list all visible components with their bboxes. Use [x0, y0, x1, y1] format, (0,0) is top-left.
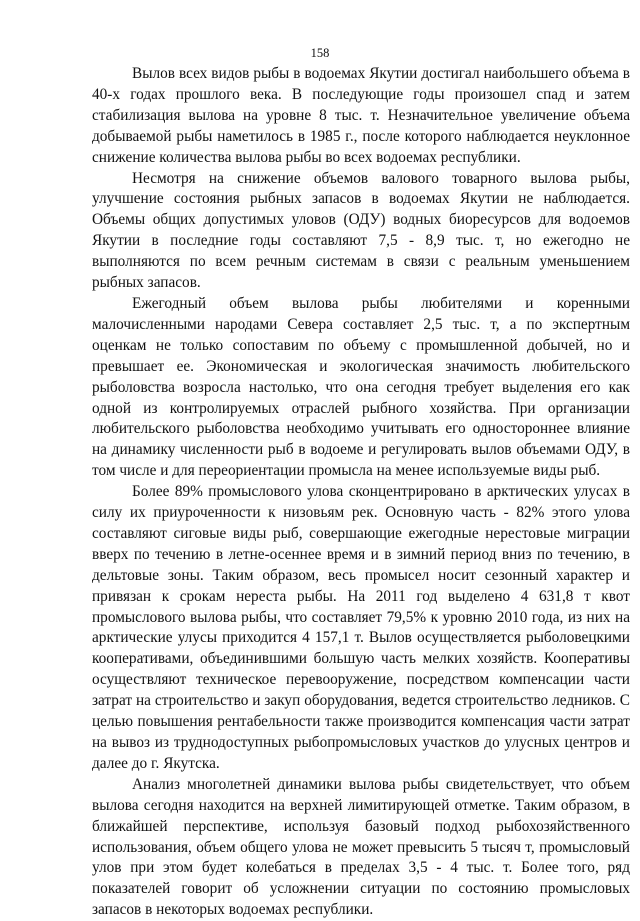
paragraph-amateur-fishing: Ежегодный объем вылова рыбы любителями и коренными малочисленными народами Севера составляет 2,5 тыс. т, а по экспертным оценкам не только сопоставим по объему с промышленной добычей, но и превышает ее. Экономическая и экологическая значимость любительского рыболовства возросла настолько, что она сегодня требует выделения его как одной из контролируемых отраслей рыбного хозяйства. При организации любительского рыболовства необходимо учитывать его одностороннее влияние на динамику численности рыб в водоеме и регулировать вылов объемами ОДУ, в том числе и для переориентации промысла на менее используемые виды рыб. — [92, 294, 630, 480]
paragraph-arctic-catch: Более 89% промыслового улова сконцентрировано в арктических улусах в силу их приуроченности к низовьям рек. Основную часть - 82% этого улова составляют сиговые виды рыб, совершающие ежегодные нерестовые миграции вверх по течению в летне-осеннее время и в зимний период вниз по течению, в дельтовые зоны. Таким образом, весь промысел носит сезонный характер и привязан к срокам нереста рыбы. На 2011 год выделено 4 631,8 т квот промыслового вылова рыбы, что составляет 79,5% к уровню 2010 года, из них на арктические улусы приходится 4 157,1 т. Вылов осуществляется рыболовецкими кооперативами, объединившими большую часть мелких хозяйств. Кооперативы осуществляют техническое перевооружение, посредством компенсации части затрат на строительство и закуп оборудования, ведется строительство ледников. С целью повышения рентабельности также производится компенсация части затрат на вывоз из труднодоступных рыбопромысловых участков до улусных центров и далее до г. Якутска. — [92, 483, 630, 772]
paragraph-fish-stock-state: Несмотря на снижение объемов валового товарного вылова рыбы, улучшение состояния рыбных запасов в водоемах Якутии не наблюдается. Объемы общих допустимых уловов (ОДУ) водных биоресурсов для водоемов Якутии в последние годы составляют 7,5 - 8,9 тыс. т, но ежегодно не выполняются по всем речным системам в связи с реальным уменьшением рыбных запасов. — [92, 169, 630, 292]
page-number: 158 — [310, 46, 330, 60]
paragraph-dynamics-analysis: Анализ многолетней динамики вылова рыбы свидетельствует, что объем вылова сегодня находится на верхней лимитирующей отметке. Таким образом, в ближайшей перспективе, используя базовый подход рыбохозяйственного использования, объем общего улова не может превысить 5 тысяч т, промысловый улов при этом будет колебаться в пределах 3,5 - 4 тыс. т. Более того, ряд показателей говорит об усложнении ситуации по состоянию промысловых запасов в некоторых водоемах республики. — [92, 775, 630, 919]
paragraph-fish-catch-history: Вылов всех видов рыбы в водоемах Якутии достигал наибольшего объема в 40-х годах прошлого века. В последующие годы произошел спад и затем стабилизация вылова на уровне 8 тыс. т. Незначительное увеличение объема добываемой рыбы наметилось в 1985 г., после которого наблюдается неуклонное снижение количества вылова рыбы во всех водоемах республики. — [92, 65, 630, 166]
body-text — [92, 64, 630, 921]
